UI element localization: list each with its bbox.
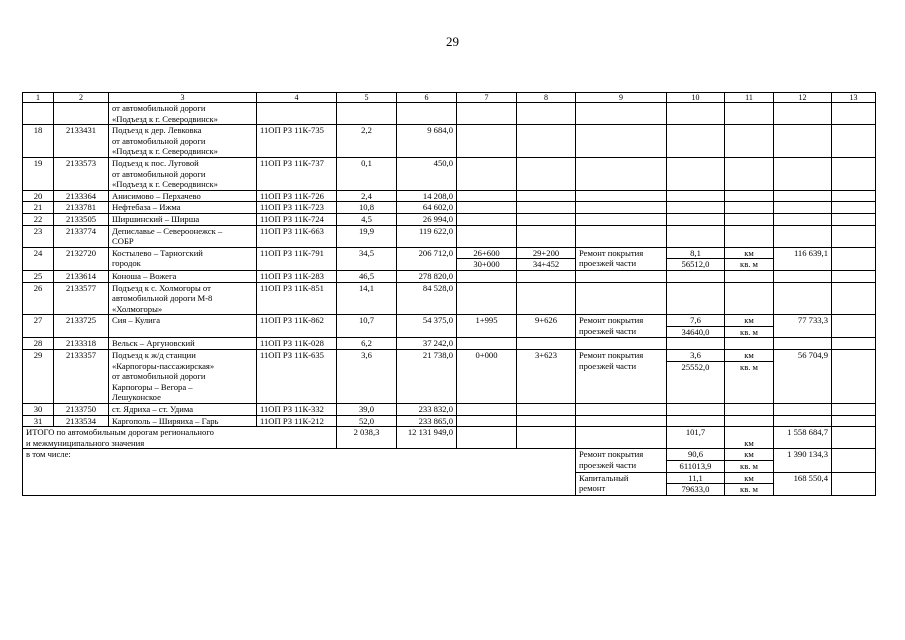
work-volume (667, 338, 725, 350)
end-km (517, 225, 576, 247)
road-name: Вельск – Аргуновский (109, 338, 257, 350)
road-code: 2133505 (54, 213, 109, 225)
road-id: 11ОП РЗ 11К-735 (257, 125, 337, 158)
start-km (457, 190, 517, 202)
row-number: 23 (23, 225, 54, 247)
col-number: 7 (457, 93, 517, 103)
end-km (517, 157, 576, 190)
work-volume (667, 157, 725, 190)
note (832, 213, 876, 225)
start-km (457, 415, 517, 427)
work-cost (774, 404, 832, 416)
work-unit (725, 157, 774, 190)
work-unit (725, 247, 774, 270)
start-km (457, 202, 517, 214)
work-cost (774, 282, 832, 315)
total-length: 2 038,3 (337, 427, 397, 449)
road-code: 2133725 (54, 315, 109, 338)
col-number: 6 (397, 93, 457, 103)
work-cost (774, 125, 832, 158)
note (832, 190, 876, 202)
work-type (576, 213, 667, 225)
start-km (457, 225, 517, 247)
end-km: 3+623 (517, 350, 576, 404)
note (832, 404, 876, 416)
work-type (576, 125, 667, 158)
row-number: 19 (23, 157, 54, 190)
work-volume (667, 315, 725, 338)
start-km (457, 282, 517, 315)
work-type (576, 157, 667, 190)
work-type (576, 415, 667, 427)
start-km: 0+000 (457, 350, 517, 404)
work-unit (725, 415, 774, 427)
work-volume (667, 125, 725, 158)
start-km (457, 270, 517, 282)
table-row (23, 350, 876, 404)
work-unit-bottom: кв. м (740, 259, 758, 270)
work-cost (774, 338, 832, 350)
end-km (517, 415, 576, 427)
road-length: 34,5 (337, 247, 397, 270)
road-cost: 84 528,0 (397, 282, 457, 315)
work-type (576, 270, 667, 282)
col-number: 3 (109, 93, 257, 103)
note (832, 350, 876, 404)
including-row (23, 449, 876, 472)
road-id: 11ОП РЗ 11К-726 (257, 190, 337, 202)
col-number: 8 (517, 93, 576, 103)
table-row (23, 270, 876, 282)
end-km: 9+626 (517, 315, 576, 338)
road-id: 11ОП РЗ 11К-862 (257, 315, 337, 338)
road-name: Депиславье – Североонежск – СОБР (109, 225, 257, 247)
work-unit-bottom: кв. м (740, 361, 758, 372)
road-code: 2133781 (54, 202, 109, 214)
work-volume-top: 7,6 (667, 315, 724, 327)
capital-volume-bottom: 79633,0 (681, 484, 710, 495)
road-cost: 14 208,0 (397, 190, 457, 202)
work-unit-top: км (725, 350, 773, 362)
work-volume (667, 404, 725, 416)
start-km: 1+995 (457, 315, 517, 338)
road-name: Подъезд к с. Холмогоры от автомобильной дороги М-8 «Холмогоры» (109, 282, 257, 315)
road-cost: 119 622,0 (397, 225, 457, 247)
end-km (517, 270, 576, 282)
work-volume-top: 8,1 (667, 248, 724, 260)
work-type (576, 282, 667, 315)
road-code: 2133774 (54, 225, 109, 247)
work-type: Ремонт покрытия проезжей части (576, 315, 667, 338)
road-name: Каргополь – Ширяиха – Гарь (109, 415, 257, 427)
road-cost: 26 994,0 (397, 213, 457, 225)
end-km (517, 213, 576, 225)
end-km (517, 338, 576, 350)
start-km (457, 247, 517, 270)
row-number: 25 (23, 270, 54, 282)
road-id: 11ОП РЗ 11К-212 (257, 415, 337, 427)
road-cost: 233 865,0 (397, 415, 457, 427)
col-number: 11 (725, 93, 774, 103)
road-id: 11ОП РЗ 11К-332 (257, 404, 337, 416)
table-row (23, 315, 876, 338)
start-km-top: 26+600 (457, 248, 516, 260)
row-number: 31 (23, 415, 54, 427)
road-length: 14,1 (337, 282, 397, 315)
col-number: 2 (54, 93, 109, 103)
road-cost: 21 738,0 (397, 350, 457, 404)
work-volume (667, 202, 725, 214)
end-km-bottom: 34+452 (532, 259, 560, 270)
road-id: 11ОП РЗ 11К-028 (257, 338, 337, 350)
end-km (517, 404, 576, 416)
work-cost: 77 733,3 (774, 315, 832, 338)
road-id: 11ОП РЗ 11К-724 (257, 213, 337, 225)
table-row (23, 190, 876, 202)
road-name: Сия – Кулига (109, 315, 257, 338)
road-code: 2133357 (54, 350, 109, 404)
road-name: Анисимово – Перхачево (109, 190, 257, 202)
road-code: 2133318 (54, 338, 109, 350)
start-km (457, 125, 517, 158)
table-row (23, 415, 876, 427)
road-id: 11ОП РЗ 11К-737 (257, 157, 337, 190)
road-id: 11ОП РЗ 11К-791 (257, 247, 337, 270)
work-volume (667, 225, 725, 247)
road-cost: 64 602,0 (397, 202, 457, 214)
work-unit (725, 190, 774, 202)
row-number: 18 (23, 125, 54, 158)
work-type (576, 190, 667, 202)
including-label: в том числе: (23, 449, 576, 495)
road-length: 10,7 (337, 315, 397, 338)
note (832, 225, 876, 247)
table-row (23, 404, 876, 416)
work-volume-top: 3,6 (667, 350, 724, 362)
work-unit (725, 225, 774, 247)
work-unit (725, 202, 774, 214)
work-cost (774, 213, 832, 225)
total-label: ИТОГО по автомобильным дорогам регионального и межмуниципального значения (23, 427, 337, 449)
repair-cost: 1 390 134,3 (774, 449, 832, 472)
col-number: 9 (576, 93, 667, 103)
start-km (457, 157, 517, 190)
road-length: 2,4 (337, 190, 397, 202)
road-name: ст. Ядриха – ст. Удима (109, 404, 257, 416)
table-row (23, 247, 876, 270)
end-km-top: 29+200 (517, 248, 575, 260)
end-km (517, 282, 576, 315)
note (832, 415, 876, 427)
work-volume-bottom: 25552,0 (681, 361, 710, 372)
end-km (517, 202, 576, 214)
work-type (576, 225, 667, 247)
start-km (457, 338, 517, 350)
work-cost (774, 270, 832, 282)
work-type: Ремонт покрытия проезжей части (576, 247, 667, 270)
note (832, 338, 876, 350)
total-row (23, 427, 876, 449)
work-volume (667, 190, 725, 202)
col-number: 10 (667, 93, 725, 103)
work-unit (725, 125, 774, 158)
work-volume-bottom: 34640,0 (681, 326, 710, 337)
work-cost (774, 415, 832, 427)
work-cost: 56 704,9 (774, 350, 832, 404)
road-id: 11ОП РЗ 11К-283 (257, 270, 337, 282)
roads-table (22, 92, 876, 496)
continuation-text: от автомобильной дороги «Подъезд к г. Северодвинск» (109, 103, 257, 125)
capital-unit-bottom: кв. м (740, 484, 758, 495)
row-number: 26 (23, 282, 54, 315)
capital-unit (725, 472, 774, 495)
empty (457, 427, 517, 449)
work-unit (725, 282, 774, 315)
repair-volume-top: 90,6 (667, 449, 724, 461)
repair-unit-bottom: кв. м (740, 461, 758, 471)
note (832, 282, 876, 315)
road-code: 2133573 (54, 157, 109, 190)
road-length: 2,2 (337, 125, 397, 158)
repair-unit (725, 449, 774, 472)
table-row (23, 282, 876, 315)
work-cost (774, 225, 832, 247)
road-id: 11ОП РЗ 11К-635 (257, 350, 337, 404)
road-name: Коноша – Вожега (109, 270, 257, 282)
total-unit: км (725, 427, 774, 449)
capital-volume-top: 11,1 (667, 473, 724, 485)
column-number-row (23, 93, 876, 103)
total-volume: 101,7 (667, 427, 725, 449)
page-number: 29 (446, 34, 459, 49)
road-cost: 278 820,0 (397, 270, 457, 282)
repair-label: Ремонт покрытия проезжей части (576, 449, 667, 472)
road-name: Костылево – Тарногский городок (109, 247, 257, 270)
empty (576, 427, 667, 449)
note (832, 315, 876, 338)
work-unit (725, 350, 774, 404)
road-length: 3,6 (337, 350, 397, 404)
road-cost: 54 375,0 (397, 315, 457, 338)
work-type (576, 338, 667, 350)
row-number: 27 (23, 315, 54, 338)
road-length: 4,5 (337, 213, 397, 225)
work-unit-top: км (725, 315, 773, 327)
work-type (576, 404, 667, 416)
col-number: 12 (774, 93, 832, 103)
work-unit (725, 213, 774, 225)
work-volume (667, 282, 725, 315)
road-name: Подъезд к пос. Луговой от автомобильной дороги «Подъезд к г. Северодвинск» (109, 157, 257, 190)
work-type (576, 202, 667, 214)
col-number: 13 (832, 93, 876, 103)
end-km (517, 190, 576, 202)
work-unit (725, 270, 774, 282)
note (832, 202, 876, 214)
road-length: 46,5 (337, 270, 397, 282)
capital-volume (667, 472, 725, 495)
work-volume-bottom: 56512,0 (681, 259, 710, 270)
table-row (23, 213, 876, 225)
road-cost: 9 684,0 (397, 125, 457, 158)
road-id: 11ОП РЗ 11К-663 (257, 225, 337, 247)
work-unit-top: км (725, 248, 773, 260)
row-number: 21 (23, 202, 54, 214)
road-code: 2133750 (54, 404, 109, 416)
road-length: 0,1 (337, 157, 397, 190)
table-row (23, 338, 876, 350)
end-km (517, 247, 576, 270)
road-name: Нефтебаза – Ижма (109, 202, 257, 214)
work-volume (667, 415, 725, 427)
work-volume (667, 270, 725, 282)
work-volume (667, 247, 725, 270)
road-cost: 206 712,0 (397, 247, 457, 270)
road-id: 11ОП РЗ 11К-851 (257, 282, 337, 315)
road-cost: 37 242,0 (397, 338, 457, 350)
road-id: 11ОП РЗ 11К-723 (257, 202, 337, 214)
table-row (23, 225, 876, 247)
total-cost: 12 131 949,0 (397, 427, 457, 449)
work-cost (774, 190, 832, 202)
row-number: 29 (23, 350, 54, 404)
capital-unit-top: км (725, 473, 773, 485)
capital-cost: 168 550,4 (774, 472, 832, 495)
road-code: 2133364 (54, 190, 109, 202)
road-cost: 233 832,0 (397, 404, 457, 416)
col-number: 4 (257, 93, 337, 103)
work-volume (667, 213, 725, 225)
road-name: Подъезд к дер. Левковка от автомобильной дороги «Подъезд к г. Северодвинск» (109, 125, 257, 158)
road-name: Ширшинский – Ширша (109, 213, 257, 225)
note (832, 427, 876, 449)
note (832, 125, 876, 158)
table-row (23, 125, 876, 158)
work-cost (774, 202, 832, 214)
work-cost: 116 639,1 (774, 247, 832, 270)
road-code: 2132720 (54, 247, 109, 270)
row-number: 30 (23, 404, 54, 416)
work-cost (774, 157, 832, 190)
note (832, 247, 876, 270)
repair-volume (667, 449, 725, 472)
note (832, 472, 876, 495)
road-length: 10,8 (337, 202, 397, 214)
repair-volume-bottom: 611013,9 (679, 461, 712, 471)
note (832, 270, 876, 282)
col-number: 5 (337, 93, 397, 103)
note (832, 449, 876, 472)
work-unit (725, 315, 774, 338)
table-row (23, 157, 876, 190)
table-row (23, 202, 876, 214)
row-number: 24 (23, 247, 54, 270)
work-type: Ремонт покрытия проезжей части (576, 350, 667, 404)
road-length: 6,2 (337, 338, 397, 350)
row-number: 20 (23, 190, 54, 202)
road-code: 2133534 (54, 415, 109, 427)
start-km (457, 213, 517, 225)
work-unit-bottom: кв. м (740, 326, 758, 337)
row-number: 22 (23, 213, 54, 225)
road-length: 19,9 (337, 225, 397, 247)
start-km-bottom: 30+000 (473, 259, 500, 270)
start-km (457, 404, 517, 416)
note (832, 157, 876, 190)
work-unit (725, 338, 774, 350)
road-code: 2133614 (54, 270, 109, 282)
road-cost: 450,0 (397, 157, 457, 190)
road-length: 39,0 (337, 404, 397, 416)
row-number: 28 (23, 338, 54, 350)
road-name: Подъезд к ж/д станции «Карпогоры-пассажирская» от автомобильной дороги Карпогоры – Вегора – Лешуконское (109, 350, 257, 404)
road-length: 52,0 (337, 415, 397, 427)
capital-label: Капитальный ремонт (576, 472, 667, 495)
road-code: 2133577 (54, 282, 109, 315)
work-unit (725, 404, 774, 416)
total-work-cost: 1 558 684,7 (774, 427, 832, 449)
empty (517, 427, 576, 449)
road-code: 2133431 (54, 125, 109, 158)
continuation-row (23, 103, 876, 125)
work-volume (667, 350, 725, 404)
repair-unit-top: км (725, 449, 773, 461)
end-km (517, 125, 576, 158)
col-number: 1 (23, 93, 54, 103)
